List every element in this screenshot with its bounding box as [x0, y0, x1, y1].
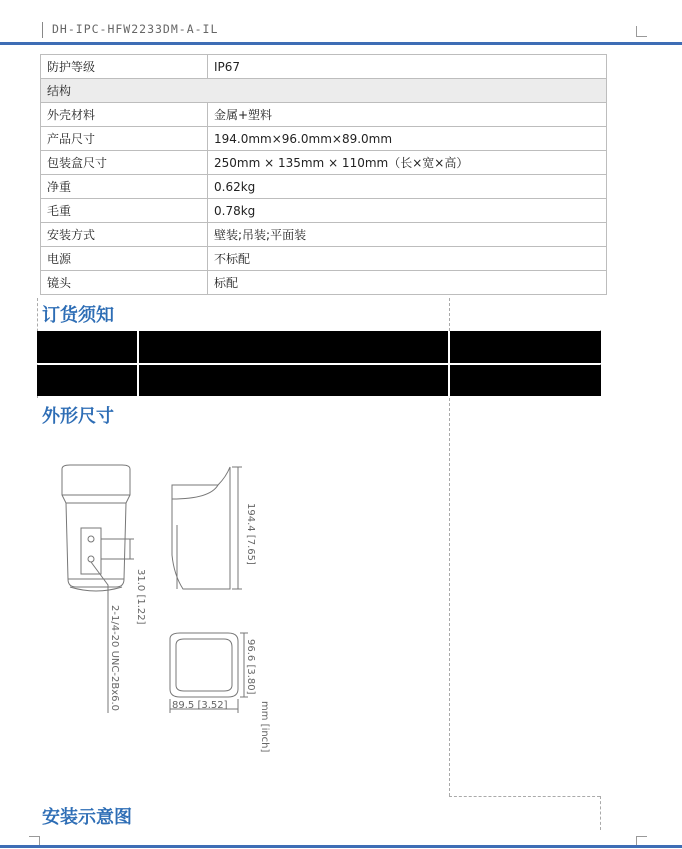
spec-row	[41, 151, 607, 175]
top-view-inner	[176, 639, 232, 691]
spec-section-row	[41, 79, 607, 103]
header-rule	[0, 42, 682, 45]
footer-rule	[0, 845, 682, 848]
front-view-base	[68, 579, 124, 591]
spec-value: 194.0mm×96.0mm×89.0mm	[208, 127, 607, 151]
height-dimension	[232, 467, 242, 589]
spec-value: 250mm × 135mm × 110mm（长×宽×高）	[208, 151, 607, 175]
front-view-bracket	[81, 528, 101, 574]
spec-key: 电源	[41, 247, 208, 271]
screw-leader	[91, 562, 108, 713]
spec-key: 毛重	[41, 199, 208, 223]
width-label: 89.5 [3.52]	[172, 700, 228, 711]
spec-value: IP67	[208, 55, 607, 79]
side-view-curve	[172, 485, 218, 589]
dimension-drawing	[50, 455, 300, 760]
ordering-table-row	[37, 331, 601, 363]
spec-key: 镜头	[41, 271, 208, 295]
ordering-table-row	[37, 365, 601, 396]
spec-section-label: 结构	[41, 79, 607, 103]
spec-value: 0.78kg	[208, 199, 607, 223]
section-heading-installation: 安装示意图	[42, 807, 132, 828]
unit-label: mm [inch]	[259, 701, 270, 753]
section-heading-ordering: 订货须知	[42, 305, 114, 326]
top-view-outline	[170, 633, 238, 697]
spec-row	[41, 247, 607, 271]
spec-value: 标配	[208, 271, 607, 295]
spec-value: 0.62kg	[208, 175, 607, 199]
height-label: 194.4 [7.65]	[245, 503, 256, 565]
spec-key: 净重	[41, 175, 208, 199]
layout-guide	[449, 796, 600, 797]
layout-guide	[600, 796, 601, 830]
spec-key: 外壳材料	[41, 103, 208, 127]
mount-offset-lines	[101, 539, 134, 559]
front-view-hole	[88, 556, 94, 562]
spec-key: 包装盒尺寸	[41, 151, 208, 175]
spec-value: 壁装;吊装;平面装	[208, 223, 607, 247]
spec-row	[41, 223, 607, 247]
spec-value: 金属+塑料	[208, 103, 607, 127]
spec-row	[41, 271, 607, 295]
mount-offset-label: 31.0 [1.22]	[135, 569, 146, 625]
ordering-table-divider	[137, 331, 139, 396]
spec-table	[40, 54, 607, 295]
spec-row	[41, 199, 607, 223]
section-heading-dimensions: 外形尺寸	[42, 406, 114, 427]
depth-label: 96.6 [3.80]	[245, 639, 256, 695]
front-view-hood	[62, 495, 130, 503]
spec-row	[41, 103, 607, 127]
front-view-hole	[88, 536, 94, 542]
spec-value: 不标配	[208, 247, 607, 271]
header-margin-mark	[42, 22, 43, 38]
spec-key: 安装方式	[41, 223, 208, 247]
spec-row	[41, 175, 607, 199]
spec-row	[41, 127, 607, 151]
ordering-table-divider	[448, 331, 450, 396]
crop-mark-top-right	[636, 26, 647, 37]
spec-row	[41, 55, 607, 79]
spec-key: 产品尺寸	[41, 127, 208, 151]
side-view-outline	[172, 467, 230, 589]
spec-key: 防护等级	[41, 55, 208, 79]
screw-label: 2-1/4-20 UNC-2Bx6.0	[109, 605, 120, 712]
document-header-title: DH-IPC-HFW2233DM-A-IL	[52, 22, 219, 36]
